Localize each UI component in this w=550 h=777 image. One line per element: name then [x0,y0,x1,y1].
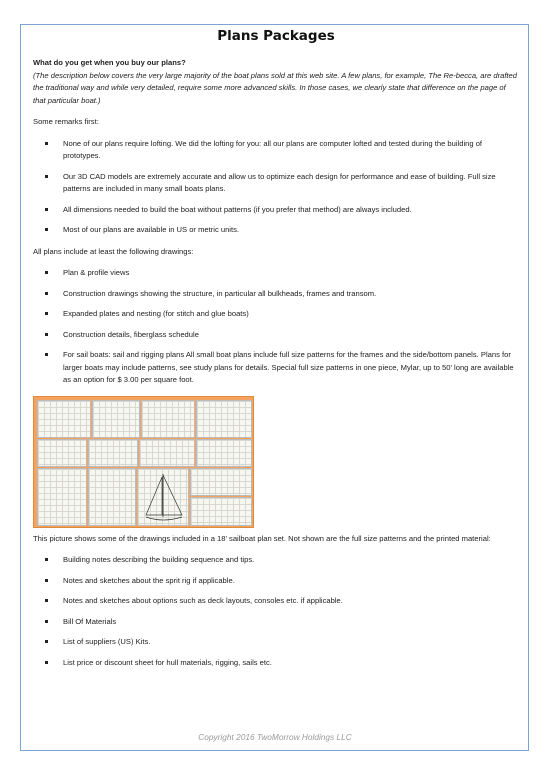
drawing-sheet [37,468,87,526]
drawing-sheet [88,439,138,467]
list-item: Plan & profile views [33,267,519,280]
drawing-sheet [92,400,140,438]
bullet-icon [45,333,48,336]
list-item: Construction drawings showing the structure, in particular all bulkheads, frames and transom. [33,288,519,301]
list-item: Construction details, fiberglass schedule [33,329,519,342]
document-body [33,28,519,678]
drawing-sheet [37,439,87,467]
bullet-icon [45,208,48,211]
list-item: Notes and sketches about options such as deck layouts, consoles etc. if applicable. [33,595,519,608]
bullet-icon [45,558,48,561]
drawing-sheet [141,400,195,438]
drawings-heading: All plans include at least the following drawings: [33,246,194,256]
drawing-sheet [37,400,91,438]
list-item: Bill Of Materials [33,616,519,629]
drawing-sheet [88,468,136,526]
list-item: Expanded plates and nesting (for stitch and glue boats) [33,308,519,321]
list-item: Most of our plans are available in US or metric units. [33,224,519,237]
bullet-icon [45,228,48,231]
bullet-icon [45,599,48,602]
list-item: Building notes describing the building sequence and tips. [33,554,519,567]
copyright-footer: Copyright 2016 TwoMorrow Holdings LLC [198,732,352,742]
drawing-sheet [190,497,252,526]
bullet-icon [45,640,48,643]
page-title: Plans Packages [217,28,335,44]
bullet-icon [45,661,48,664]
drawing-sheet [196,400,252,438]
remarks-heading: Some remarks first: [33,117,99,126]
intro-paragraph: (The description below covers the very large majority of the boat plans sold at this web site. A few plans, for example, The Re-becca, are drafted the traditional way and while very detailed, require some more advanced skills. In those cases, we clearly state that difference on the page of that particular boat.) [33,70,517,105]
list-item: All dimensions needed to build the boat without patterns (if you prefer that method) are always included. [33,204,519,217]
drawing-sheet [196,439,252,467]
bullet-icon [45,175,48,178]
drawings-list [33,267,519,387]
plan-drawings-image [33,396,254,528]
sail-icon [138,469,188,525]
bullet-icon [45,142,48,145]
drawing-sheet [139,439,195,467]
bullet-icon [45,292,48,295]
printed-material-list [33,554,519,669]
bullet-icon [45,312,48,315]
list-item: None of our plans require lofting. We did the lofting for you: all our plans are computer lofted and tested during the building of prototypes. [33,138,519,163]
list-item: List of suppliers (US) Kits. [33,636,519,649]
bullet-icon [45,271,48,274]
list-item: Our 3D CAD models are extremely accurate and allow us to optimize each design for performance and ease of building. Full size patterns are included in many small boats plans. [33,171,519,196]
bullet-icon [45,353,48,356]
bullet-icon [45,579,48,582]
sail-plan-sheet [137,468,189,526]
question-heading: What do you get when you buy our plans? [33,58,186,67]
bullet-icon [45,620,48,623]
list-item: List price or discount sheet for hull materials, rigging, sails etc. [33,657,519,670]
list-item: For sail boats: sail and rigging plans All small boat plans include full size patterns for the frames and the side/bottom panels. Plans for larger boats may include patterns, see study plans for details. Special full size patterns in one piece, Mylar, up to 50' long are available as an option for $ 3.00 per square foot. [33,349,519,387]
drawing-sheet [190,468,252,496]
list-item: Notes and sketches about the sprit rig if applicable. [33,575,519,588]
remarks-list [33,138,519,237]
figure-caption: This picture shows some of the drawings included in a 18' sailboat plan set. Not shown are the full size patterns and the printed material: [33,533,491,543]
